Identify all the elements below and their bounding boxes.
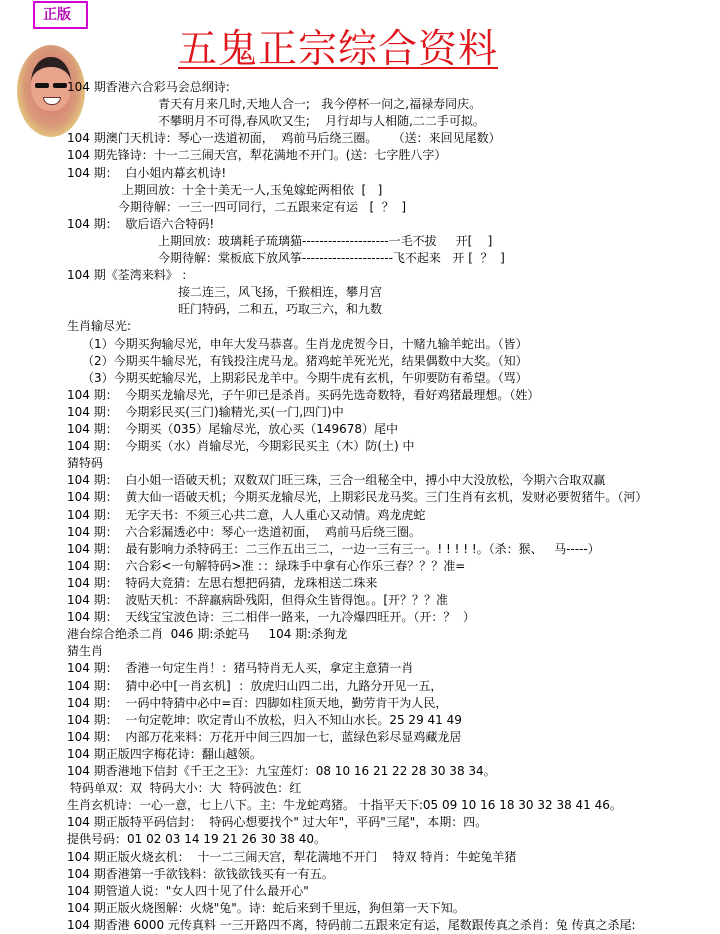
smile-mouth	[43, 97, 61, 105]
text-line: 上期回放：十全十美无一人,玉兔嫁蛇两相依 [ ]	[122, 182, 383, 197]
text-line: 猜特码	[67, 456, 104, 471]
text-line: 104 期： 天线宝宝波色诗：三二相伴一路来，一九冷爆四旺开。（开：？ ）	[67, 610, 475, 625]
text-line: 104 期： 黄大仙一语破天机；今期买龙输尽光，上期彩民龙马奖。三门生肖有玄机，发财必要贺猪牛。（河）	[67, 490, 648, 505]
text-line: 104 期香港 6000 元传真料 一三开路四不离，特码前二五跟来定有运，尾数跟传真之杀肖：兔 传真之杀尾:	[67, 917, 636, 932]
text-line: 104 期正版特平码信封： 特码心想要找个" 过大年"，平码"三尾"，本期：四。	[67, 815, 488, 830]
text-line: 104 期： 香港一句定生肖！：猪马特肖无人买，拿定主意猜一肖	[67, 661, 414, 676]
text-line: 104 期： 特码大竞猜：左思右想把码猜，龙珠相送二珠来	[67, 575, 378, 590]
text-line: 提供号码：01 02 03 14 19 21 26 30 38 40。	[67, 832, 327, 847]
text-line: 上期回放：玻璃耗子琉璃猫--------------------一毛不拔 开[ ]	[158, 233, 493, 248]
text-line: 今期待解：一三一四可同行，二五跟来定有运 [ ？ ]	[118, 199, 407, 214]
sunglasses-left-lens	[35, 83, 49, 88]
text-line: 青天有月来几时,天地人合一; 我今停杯一问之,福禄寿同庆。	[158, 97, 482, 112]
text-line: 不攀明月不可得,春风吹又生; 月行却与人相随,二二手可拟。	[158, 114, 485, 129]
text-line: 104 期： 一码中特猜中必中=百：四脚如柱顶天地，勤劳肯干为人民，	[67, 695, 448, 710]
face-shape	[31, 57, 71, 111]
text-line: 104 期： 歇后语六合特码!	[67, 216, 215, 231]
text-line: 104 期香港第一手欲钱料：欲钱欲钱买有一有五。	[67, 866, 334, 881]
text-line: 生肖玄机诗：一心一意，七上八下。主：牛龙蛇鸡猪。 十指平天下:05 09 10 16 18 30 32 38 41 46。	[67, 798, 622, 813]
text-line: 104 期正版火烧图解：火烧"兔"。诗：蛇后来到千里远，狗但第一天下知。	[67, 900, 465, 915]
text-line: 104 期先锋诗：十一二三闹天宫，犁花满地不开门。(送：七字胜八字）	[67, 148, 447, 163]
text-line: 104 期： 今期买（水）肖输尽光，今期彩民买主（木）防(土) 中	[67, 439, 415, 454]
page-title: 五鬼正宗综合资料	[178, 27, 499, 72]
text-line: （2）今期买牛输尽光，有钱投注虎马龙。猪鸡蛇羊死光光，结果偶数中大奖。（知）	[82, 353, 528, 368]
text-line: 今期待解：棠板底下放风筝---------------------飞不起来 开 [ ？ ]	[158, 251, 505, 265]
text-line: 104 期： 白小姐内幕玄机诗!	[67, 165, 227, 180]
sunglasses-right-lens	[53, 83, 67, 88]
text-line: 104 期： 六合彩漏透必中：琴心一迭道初面， 鸡前马后绕三圈。	[67, 524, 421, 539]
text-line: 生肖输尽光:	[67, 319, 132, 334]
text-line: 104 期： 最有影响力杀特码王：二三作五出三二，一边一三有三一。! ! ! ! !。（杀：猴、 马-----）	[67, 541, 600, 556]
text-line: 104 期： 猜中必中[一肖玄机] ：放虎归山四二出，九路分开见一五，	[67, 678, 443, 693]
text-line: 104 期管道人说："女人四十见了什么最开心"	[67, 883, 309, 898]
text-line: 104 期香港地下信封《千王之王》：九宝莲灯：08 10 16 21 22 28 30 38 34。	[67, 764, 496, 778]
text-line: 接二连三，风飞扬，千猴相连，攀月宫	[178, 285, 383, 300]
text-line: （3）今期买蛇输尽光，上期彩民龙羊中。今期牛虎有玄机，午卯要防有希望。（骂）	[82, 370, 528, 385]
genuine-badge: 正版	[33, 1, 88, 29]
text-line: 港台综合绝杀二肖 046 期:杀蛇马 104 期:杀狗龙	[67, 627, 348, 642]
text-line: 猜生肖	[67, 644, 104, 659]
text-line: 104 期《荃湾来料》 ：	[67, 268, 194, 283]
text-line: 104 期： 今期彩民买(三门)输精光,买(一门,四门)中	[67, 404, 344, 419]
text-line: （1）今期买狗输尽光，申年大发马恭喜。生肖龙虎贺今日，十赌九输羊蛇出。（皆）	[82, 336, 528, 351]
text-line: 104 期澳门天机诗：琴心一迭道初面， 鸡前马后绕三圈。 （送：来回见尾数）	[67, 131, 501, 146]
text-line: 104 期： 无字天书：不须三心共二意，人人重心又动情。鸡龙虎蛇	[67, 507, 426, 522]
text-line: 104 期： 今期买（035）尾输尽光，放心买（149678）尾中	[67, 422, 399, 436]
text-line: 104 期： 波贴天机：不辞羸病卧残阳，但得众生皆得饱。。[开？？？准	[67, 593, 449, 607]
text-line: 104 期正版四字梅花诗：翻山越领。	[67, 746, 262, 761]
text-line: 104 期： 今期买龙输尽光，子午卯已是杀肖。买码先选奇数特，看好鸡猪最理想。（姓）	[67, 387, 540, 402]
text-line: 104 期： 白小姐一语破天机；双数双门旺三珠，三合一组秘全中，搏小中大没放松，今期六合取双赢	[67, 473, 606, 488]
text-line: 104 期香港六合彩马会总纲诗:	[67, 80, 230, 94]
text-line: 104 期： 六合彩<一句解特码>准 ：：绿珠手中拿有心作乐三春？？？准=	[67, 558, 466, 573]
text-line: 104 期： 一句定乾坤：吹定青山不放松，归入不知山水长。25 29 41 49	[67, 712, 462, 727]
text-line: 特码单双：双 特码大小：大 特码波色：红	[70, 781, 302, 796]
text-line: 旺门特码，二和五，巧取三六，和九数	[178, 302, 383, 317]
text-line: 104 期： 内部万花来料：万花开中间三四加一七，蓝绿色彩尽显鸡藏龙居	[67, 729, 462, 744]
text-line: 104 期正版火烧玄机： 十一二三闹天宫，犁花满地不开门 特双 特肖：牛蛇兔羊猪	[67, 849, 517, 864]
